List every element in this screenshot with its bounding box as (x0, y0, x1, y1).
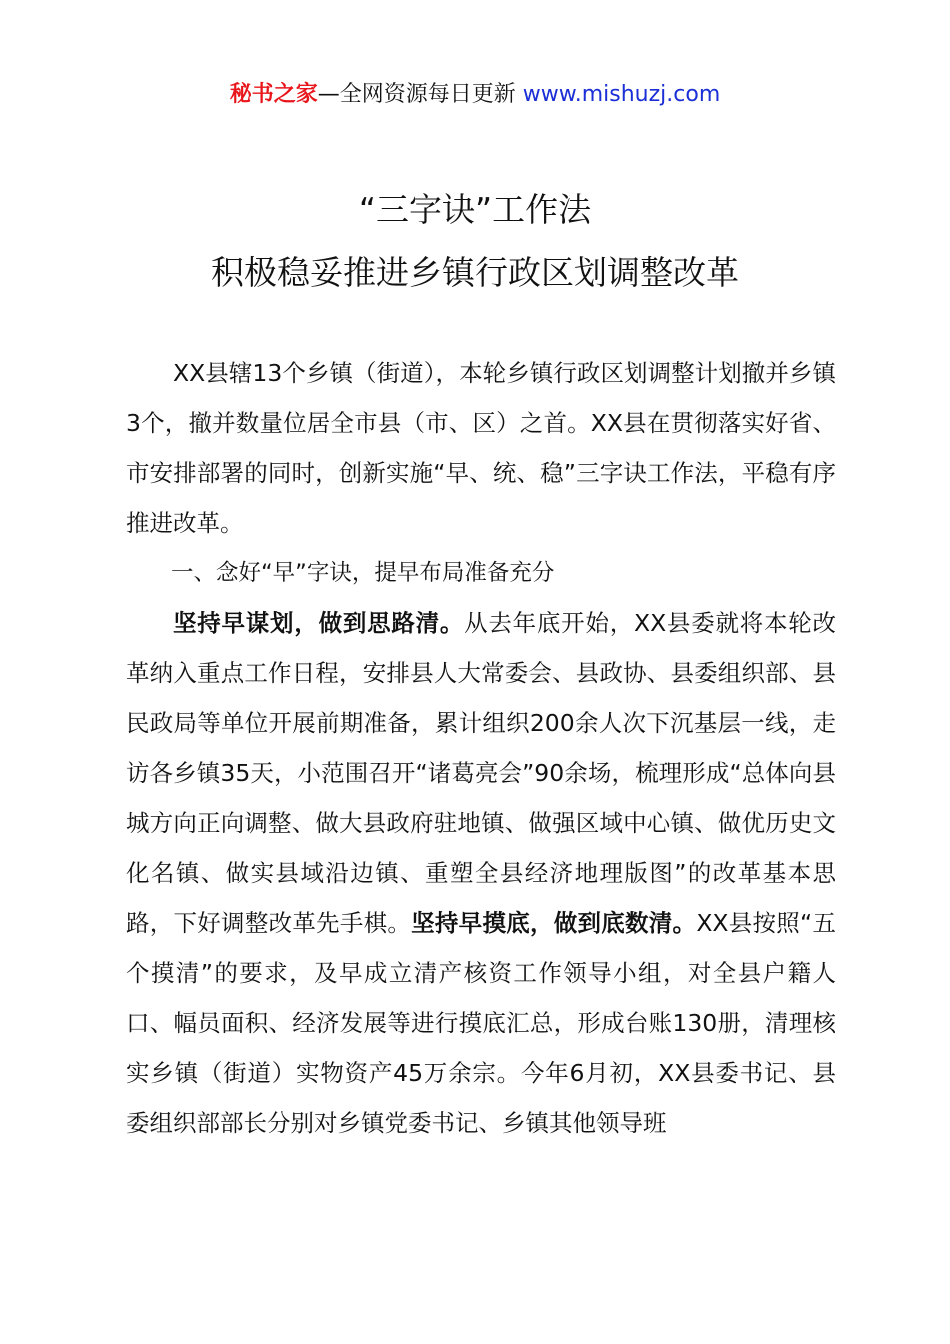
paragraph-text-early-planning: 从去年底开始，XX县委就将本轮改革纳入重点工作日程，安排县人大常委会、县政协、县委组织部、县民政局等单位开展前期准备，累计组织200余人次下沉基层一线，走访各乡镇35天，小范围召开“诸葛亮会”90余场，梳理形成“总体向县城方向正向调整、做大县政府驻地镇、做强区域中心镇、做优历史文化名镇、做实县域沿边镇、重塑全县经济地理版图”的改革基本思路，下好调整改革先手棋。 (126, 609, 836, 937)
site-brand: 秘书之家 (229, 82, 318, 107)
site-url-link[interactable]: www.mishuzj.com (522, 82, 721, 107)
document-body (126, 348, 836, 1148)
section-heading-1: 一、念好“早”字诀，提早布局准备充分 (171, 560, 555, 586)
site-header (0, 80, 950, 110)
site-tagline: —全网资源每日更新 (317, 82, 523, 107)
intro-paragraph: XX县辖13个乡镇（街道），本轮乡镇行政区划调整计划撤并乡镇3个，撤并数量位居全市县（市、区）之首。XX县在贯彻落实好省、市安排部署的同时，创新实施“早、统、稳”三字诀工作法，平稳有序推进改革。 (126, 359, 836, 537)
body-paragraph-2 (126, 598, 836, 1148)
bold-lead-early-planning: 坚持早谋划，做到思路清。 (173, 609, 465, 637)
paragraph-text-early-survey: XX县按照“五个摸清”的要求，及早成立清产核资工作领导小组，对全县户籍人口、幅员面积、经济发展等进行摸底汇总，形成台账130册，清理核实乡镇（街道）实物资产45万余宗。今年6月初，XX县委书记、县委组织部部长分别对乡镇党委书记、乡镇其他领导班 (126, 909, 836, 1137)
document-title-line-1: “三字诀”工作法 (358, 190, 592, 229)
bold-lead-early-survey: 坚持早摸底，做到底数清。 (411, 909, 697, 937)
document-title-line-2: 积极稳妥推进乡镇行政区划调整改革 (211, 253, 739, 292)
